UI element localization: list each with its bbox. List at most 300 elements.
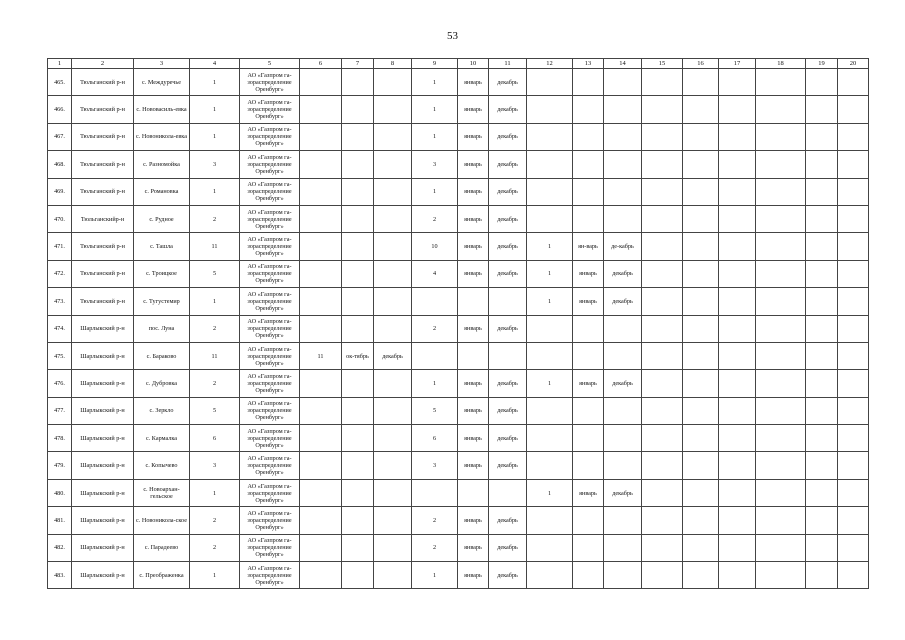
col-4-cell: 11 <box>190 233 240 260</box>
organization-cell <box>240 96 300 123</box>
organization-cell <box>240 205 300 232</box>
col-6-cell <box>300 534 342 561</box>
empty-cell <box>838 288 869 315</box>
empty-cell <box>756 452 806 479</box>
row-number-cell: 467. <box>48 123 72 150</box>
col-4-cell: 3 <box>190 452 240 479</box>
column-number-header: 4 <box>190 59 240 69</box>
col-4-cell: 1 <box>190 288 240 315</box>
organization-line: Оренбург» <box>255 304 284 312</box>
empty-cell <box>806 96 838 123</box>
organization-line: АО «Газпром га- <box>247 153 292 161</box>
table-row <box>48 178 869 205</box>
organization-line: АО «Газпром га- <box>247 263 292 271</box>
col-9-cell: 1 <box>412 69 458 96</box>
district-cell: Тюльганский р-н <box>72 96 134 123</box>
col-13-cell <box>573 534 604 561</box>
col-7-cell <box>342 178 374 205</box>
empty-cell <box>806 507 838 534</box>
organization-line: зораспределение <box>247 434 292 442</box>
column-number-header: 7 <box>342 59 374 69</box>
empty-cell <box>838 315 869 342</box>
col-7-cell <box>342 151 374 178</box>
organization-line: зораспределение <box>247 462 292 470</box>
empty-cell <box>642 562 683 589</box>
col-9-cell: 2 <box>412 534 458 561</box>
column-number-header: 17 <box>719 59 756 69</box>
col-8-cell <box>374 151 412 178</box>
col-6-cell <box>300 233 342 260</box>
col-8-cell <box>374 534 412 561</box>
organization-line: Оренбург» <box>255 414 284 422</box>
district-cell: Тюльганский р-н <box>72 69 134 96</box>
col-4-cell: 2 <box>190 507 240 534</box>
col-12-cell <box>527 69 573 96</box>
column-number-header: 16 <box>683 59 719 69</box>
col-8-cell <box>374 562 412 589</box>
empty-cell <box>642 342 683 369</box>
organization-cell <box>240 425 300 452</box>
settlement-cell: с. Копычево <box>134 452 190 479</box>
empty-cell <box>719 452 756 479</box>
col-7-cell <box>342 507 374 534</box>
empty-cell <box>838 260 869 287</box>
col-11-cell: декабрь <box>489 534 527 561</box>
organization-line: АО «Газпром га- <box>247 372 292 380</box>
empty-cell <box>719 370 756 397</box>
col-7-cell <box>342 534 374 561</box>
col-10-cell: январь <box>458 205 489 232</box>
empty-cell <box>838 205 869 232</box>
organization-line: зораспределение <box>247 78 292 86</box>
col-9-cell: 4 <box>412 260 458 287</box>
empty-cell <box>719 562 756 589</box>
settlement-cell: с. Новоникола-ское <box>134 507 190 534</box>
column-number-header: 2 <box>72 59 134 69</box>
table-row <box>48 370 869 397</box>
col-7-cell <box>342 96 374 123</box>
col-4-cell: 1 <box>190 123 240 150</box>
col-13-cell <box>573 205 604 232</box>
empty-cell <box>683 479 719 506</box>
col-9-cell: 2 <box>412 507 458 534</box>
empty-cell <box>683 123 719 150</box>
organization-cell <box>240 123 300 150</box>
col-8-cell <box>374 178 412 205</box>
empty-cell <box>756 151 806 178</box>
table-row <box>48 342 869 369</box>
empty-cell <box>756 397 806 424</box>
organization-line: АО «Газпром га- <box>247 345 292 353</box>
empty-cell <box>838 479 869 506</box>
column-number-header: 5 <box>240 59 300 69</box>
organization-line: АО «Газпром га- <box>247 126 292 134</box>
empty-cell <box>642 534 683 561</box>
col-9-cell: 3 <box>412 452 458 479</box>
col-11-cell <box>489 479 527 506</box>
organization-line: Оренбург» <box>255 523 284 531</box>
col-14-cell: декабрь <box>604 370 642 397</box>
col-13-cell <box>573 342 604 369</box>
col-12-cell <box>527 178 573 205</box>
col-13-cell <box>573 69 604 96</box>
empty-cell <box>642 260 683 287</box>
col-6-cell <box>300 69 342 96</box>
empty-cell <box>683 342 719 369</box>
col-12-cell: 1 <box>527 370 573 397</box>
organization-line: Оренбург» <box>255 386 284 394</box>
organization-line: АО «Газпром га- <box>247 427 292 435</box>
organization-line: АО «Газпром га- <box>247 318 292 326</box>
col-8-cell <box>374 205 412 232</box>
empty-cell <box>756 178 806 205</box>
col-4-cell: 2 <box>190 315 240 342</box>
empty-cell <box>756 260 806 287</box>
col-14-cell <box>604 69 642 96</box>
organization-cell <box>240 562 300 589</box>
district-cell: Шарлыкский р-н <box>72 562 134 589</box>
col-10-cell: январь <box>458 69 489 96</box>
organization-line: Оренбург» <box>255 332 284 340</box>
empty-cell <box>838 233 869 260</box>
empty-cell <box>642 69 683 96</box>
col-14-cell <box>604 96 642 123</box>
empty-cell <box>642 178 683 205</box>
col-7-cell <box>342 425 374 452</box>
organization-cell <box>240 178 300 205</box>
empty-cell <box>756 288 806 315</box>
col-11-cell <box>489 342 527 369</box>
organization-cell <box>240 370 300 397</box>
col-7-cell <box>342 288 374 315</box>
col-6-cell <box>300 123 342 150</box>
empty-cell <box>683 69 719 96</box>
col-10-cell <box>458 342 489 369</box>
col-9-cell <box>412 288 458 315</box>
col-10-cell: январь <box>458 507 489 534</box>
col-4-cell: 6 <box>190 425 240 452</box>
organization-cell <box>240 342 300 369</box>
district-cell: Тюльганский р-н <box>72 178 134 205</box>
empty-cell <box>642 370 683 397</box>
col-11-cell: декабрь <box>489 397 527 424</box>
table-row <box>48 315 869 342</box>
col-14-cell <box>604 397 642 424</box>
col-9-cell: 1 <box>412 178 458 205</box>
empty-cell <box>756 534 806 561</box>
table-row <box>48 69 869 96</box>
organization-line: Оренбург» <box>255 250 284 258</box>
empty-cell <box>642 151 683 178</box>
col-9-cell: 1 <box>412 96 458 123</box>
organization-line: зораспределение <box>247 379 292 387</box>
col-4-cell: 1 <box>190 562 240 589</box>
organization-line: зораспределение <box>247 133 292 141</box>
col-10-cell: январь <box>458 370 489 397</box>
empty-cell <box>806 205 838 232</box>
organization-line: зораспределение <box>247 489 292 497</box>
col-12-cell <box>527 315 573 342</box>
col-13-cell <box>573 123 604 150</box>
col-10-cell <box>458 479 489 506</box>
organization-line: зораспределение <box>247 516 292 524</box>
empty-cell <box>806 233 838 260</box>
empty-cell <box>642 288 683 315</box>
empty-cell <box>683 260 719 287</box>
column-number-header: 1 <box>48 59 72 69</box>
col-14-cell <box>604 507 642 534</box>
table-row <box>48 452 869 479</box>
empty-cell <box>683 178 719 205</box>
col-11-cell: декабрь <box>489 260 527 287</box>
empty-cell <box>683 96 719 123</box>
col-10-cell: январь <box>458 425 489 452</box>
column-number-header: 15 <box>642 59 683 69</box>
organization-cell <box>240 260 300 287</box>
empty-cell <box>806 178 838 205</box>
col-8-cell <box>374 479 412 506</box>
settlement-cell: с. Зерклo <box>134 397 190 424</box>
column-number-header: 3 <box>134 59 190 69</box>
col-6-cell <box>300 288 342 315</box>
col-6-cell <box>300 452 342 479</box>
col-7-cell: ок-тябрь <box>342 342 374 369</box>
col-12-cell <box>527 534 573 561</box>
col-6-cell <box>300 205 342 232</box>
table-row <box>48 96 869 123</box>
col-12-cell <box>527 205 573 232</box>
col-7-cell <box>342 69 374 96</box>
district-cell: Тюльганский р-н <box>72 260 134 287</box>
organization-line: Оренбург» <box>255 277 284 285</box>
empty-cell <box>642 397 683 424</box>
organization-line: зораспределение <box>247 270 292 278</box>
col-12-cell <box>527 397 573 424</box>
page-number: 53 <box>447 30 458 42</box>
organization-line: АО «Газпром га- <box>247 290 292 298</box>
empty-cell <box>806 288 838 315</box>
column-number-header: 6 <box>300 59 342 69</box>
district-cell: Шарлыкский р-н <box>72 397 134 424</box>
organization-line: Оренбург» <box>255 222 284 230</box>
empty-cell <box>838 534 869 561</box>
col-4-cell: 1 <box>190 96 240 123</box>
col-13-cell: январь <box>573 479 604 506</box>
organization-line: зораспределение <box>247 325 292 333</box>
col-7-cell <box>342 205 374 232</box>
col-9-cell: 3 <box>412 151 458 178</box>
organization-line: зораспределение <box>247 215 292 223</box>
empty-cell <box>642 425 683 452</box>
col-12-cell: 1 <box>527 233 573 260</box>
col-10-cell: январь <box>458 452 489 479</box>
empty-cell <box>806 260 838 287</box>
organization-line: Оренбург» <box>255 167 284 175</box>
empty-cell <box>719 178 756 205</box>
col-11-cell: декабрь <box>489 425 527 452</box>
column-number-header: 8 <box>374 59 412 69</box>
empty-cell <box>838 342 869 369</box>
organization-line: зораспределение <box>247 544 292 552</box>
settlement-cell: с. Бараково <box>134 342 190 369</box>
empty-cell <box>756 69 806 96</box>
settlement-cell: с. Тугустемир <box>134 288 190 315</box>
col-11-cell: декабрь <box>489 123 527 150</box>
row-number-cell: 469. <box>48 178 72 205</box>
settlement-cell: с. Нововасиль-евка <box>134 96 190 123</box>
empty-cell <box>806 370 838 397</box>
organization-line: Оренбург» <box>255 140 284 148</box>
empty-cell <box>756 342 806 369</box>
organization-line: Оренбург» <box>255 496 284 504</box>
col-12-cell <box>527 425 573 452</box>
district-cell: Шарлыкский р-н <box>72 425 134 452</box>
column-number-header-row <box>48 59 869 69</box>
col-13-cell: январь <box>573 370 604 397</box>
settlement-cell: с. Преображенка <box>134 562 190 589</box>
col-12-cell: 1 <box>527 288 573 315</box>
row-number-cell: 466. <box>48 96 72 123</box>
col-7-cell <box>342 397 374 424</box>
empty-cell <box>838 397 869 424</box>
empty-cell <box>756 96 806 123</box>
col-10-cell: январь <box>458 315 489 342</box>
organization-line: зораспределение <box>247 243 292 251</box>
column-number-header: 19 <box>806 59 838 69</box>
empty-cell <box>683 233 719 260</box>
col-14-cell: декабрь <box>604 479 642 506</box>
empty-cell <box>838 452 869 479</box>
empty-cell <box>719 425 756 452</box>
col-14-cell <box>604 205 642 232</box>
organization-line: Оренбург» <box>255 469 284 477</box>
col-13-cell <box>573 507 604 534</box>
empty-cell <box>719 151 756 178</box>
district-cell: Шарлыкский р-н <box>72 315 134 342</box>
col-14-cell <box>604 151 642 178</box>
empty-cell <box>719 233 756 260</box>
organization-line: зораспределение <box>247 188 292 196</box>
empty-cell <box>719 260 756 287</box>
col-13-cell <box>573 452 604 479</box>
col-12-cell <box>527 96 573 123</box>
col-8-cell <box>374 315 412 342</box>
col-4-cell: 1 <box>190 479 240 506</box>
col-11-cell: декабрь <box>489 562 527 589</box>
col-11-cell: декабрь <box>489 151 527 178</box>
empty-cell <box>683 534 719 561</box>
settlement-cell: с. Новоархан-гельское <box>134 479 190 506</box>
organization-cell <box>240 315 300 342</box>
organization-cell <box>240 397 300 424</box>
empty-cell <box>806 342 838 369</box>
empty-cell <box>719 479 756 506</box>
col-9-cell: 1 <box>412 370 458 397</box>
row-number-cell: 473. <box>48 288 72 315</box>
empty-cell <box>683 151 719 178</box>
table-row <box>48 534 869 561</box>
column-number-header: 11 <box>489 59 527 69</box>
organization-line: Оренбург» <box>255 441 284 449</box>
row-number-cell: 474. <box>48 315 72 342</box>
empty-cell <box>719 315 756 342</box>
col-13-cell <box>573 315 604 342</box>
settlement-cell: с. Дубровка <box>134 370 190 397</box>
district-cell: Тюльганский р-н <box>72 151 134 178</box>
col-12-cell: 1 <box>527 479 573 506</box>
row-number-cell: 478. <box>48 425 72 452</box>
empty-cell <box>719 69 756 96</box>
column-number-header: 14 <box>604 59 642 69</box>
col-6-cell <box>300 370 342 397</box>
empty-cell <box>756 123 806 150</box>
column-number-header: 13 <box>573 59 604 69</box>
col-14-cell <box>604 562 642 589</box>
col-9-cell <box>412 479 458 506</box>
row-number-cell: 468. <box>48 151 72 178</box>
table-row <box>48 233 869 260</box>
col-13-cell <box>573 96 604 123</box>
col-10-cell <box>458 288 489 315</box>
row-number-cell: 479. <box>48 452 72 479</box>
district-cell: Тюльганский р-н <box>72 233 134 260</box>
col-13-cell: январь <box>573 260 604 287</box>
empty-cell <box>806 562 838 589</box>
empty-cell <box>806 425 838 452</box>
organization-line: Оренбург» <box>255 113 284 121</box>
col-14-cell: декабрь <box>604 260 642 287</box>
col-13-cell <box>573 178 604 205</box>
col-14-cell: декабрь <box>604 288 642 315</box>
organization-line: АО «Газпром га- <box>247 208 292 216</box>
district-cell: Тюльганский р-н <box>72 288 134 315</box>
organization-cell <box>240 507 300 534</box>
organization-cell <box>240 233 300 260</box>
district-cell: Шарлыкский р-н <box>72 370 134 397</box>
empty-cell <box>683 288 719 315</box>
col-8-cell: декабрь <box>374 342 412 369</box>
col-10-cell: январь <box>458 260 489 287</box>
col-9-cell <box>412 342 458 369</box>
district-cell: Тюльганскийр-н <box>72 205 134 232</box>
empty-cell <box>806 397 838 424</box>
col-4-cell: 2 <box>190 370 240 397</box>
settlement-cell: пос. Луна <box>134 315 190 342</box>
organization-line: АО «Газпром га- <box>247 71 292 79</box>
col-8-cell <box>374 370 412 397</box>
empty-cell <box>683 507 719 534</box>
col-11-cell: декабрь <box>489 96 527 123</box>
organization-cell <box>240 479 300 506</box>
organization-line: зораспределение <box>247 297 292 305</box>
row-number-cell: 477. <box>48 397 72 424</box>
empty-cell <box>838 425 869 452</box>
col-9-cell: 10 <box>412 233 458 260</box>
empty-cell <box>642 233 683 260</box>
col-13-cell: январь <box>573 288 604 315</box>
empty-cell <box>719 397 756 424</box>
empty-cell <box>838 562 869 589</box>
district-cell: Шарлыкский р-н <box>72 452 134 479</box>
col-8-cell <box>374 123 412 150</box>
col-8-cell <box>374 288 412 315</box>
col-9-cell: 5 <box>412 397 458 424</box>
col-13-cell <box>573 151 604 178</box>
col-8-cell <box>374 397 412 424</box>
col-4-cell: 5 <box>190 260 240 287</box>
organization-line: АО «Газпром га- <box>247 99 292 107</box>
row-number-cell: 472. <box>48 260 72 287</box>
